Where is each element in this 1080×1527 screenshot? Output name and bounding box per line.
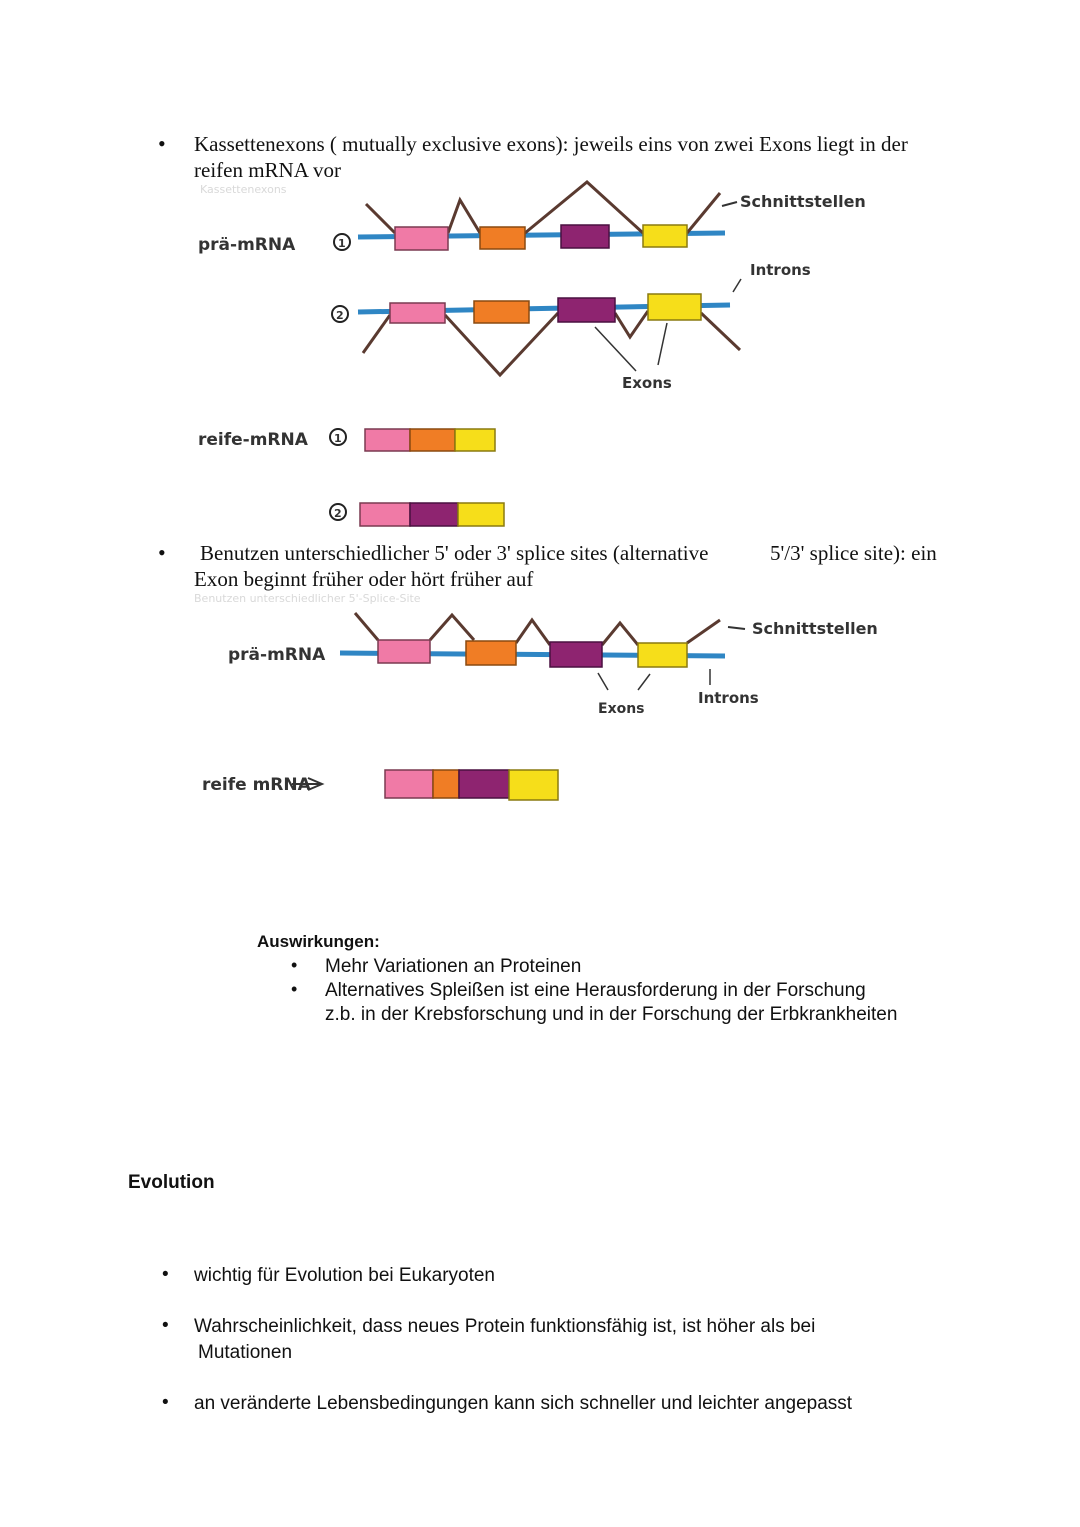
intron-arc: [363, 315, 390, 353]
intron-arc: [448, 200, 480, 233]
exon-pink: [395, 227, 448, 250]
effects-heading: Auswirkungen:: [257, 932, 380, 951]
exon-pink: [365, 429, 410, 451]
section2-text-line2: Exon beginnt früher oder hört früher auf: [194, 567, 534, 591]
exon-orange: [474, 301, 529, 323]
arrow-cut: [722, 202, 737, 206]
intron-arc: [602, 623, 638, 645]
bullet-dot: •: [162, 1392, 169, 1413]
section2-text-line1: Benutzen unterschiedlicher 5' oder 3' splice sites (alternative: [200, 541, 709, 565]
intron-arc: [615, 311, 648, 337]
mature-mrna: [385, 770, 558, 800]
mature-mrna-2: [330, 503, 504, 526]
label-mature-mrna: reife-mRNA: [198, 430, 308, 450]
evolution-item: an veränderte Lebensbedingungen kann sich schneller und leichter angepasst: [194, 1393, 853, 1414]
pre-mrna-strand-1: [334, 182, 866, 250]
exon-pink: [378, 640, 430, 663]
annot-introns: Introns: [750, 261, 811, 279]
arrow-cut: [728, 627, 745, 629]
evolution-heading: Evolution: [128, 1172, 215, 1193]
evolution-item: Wahrscheinlichkeit, dass neues Protein funktionsfähig ist, ist höher als bei: [194, 1316, 816, 1337]
intron-arc: [430, 615, 474, 640]
label-mature-mrna: reife mRNA: [202, 775, 311, 795]
intron-arc: [366, 204, 395, 233]
effects-item-continued: z.b. in der Krebsforschung und in der Forschung der Erbkrankheiten: [325, 1004, 898, 1025]
bullet-dot: •: [158, 540, 166, 565]
exon-pink: [390, 303, 445, 323]
effects-item: Alternatives Spleißen ist eine Herausforderung in der Forschung: [325, 980, 866, 1001]
bullet-dot: •: [162, 1315, 169, 1336]
exon-purple: [410, 503, 458, 526]
pre-mrna-strand-2: [332, 261, 811, 392]
intron-arc: [516, 620, 550, 645]
exon-purple: [561, 225, 609, 248]
annot-introns: Introns: [698, 689, 759, 707]
number-2-label: 2: [336, 309, 344, 322]
annot-schnittstellen: Schnittstellen: [752, 619, 878, 638]
mature-mrna-1: [330, 429, 495, 451]
exon-orange: [433, 770, 459, 798]
number-1-label: 1: [338, 237, 346, 250]
exon-yellow: [648, 294, 701, 320]
evolution-item-continued: Mutationen: [198, 1342, 293, 1363]
number-2-label: 2: [334, 507, 342, 520]
ghost-caption: Kassettenexons: [200, 183, 287, 196]
intron-arc: [687, 620, 720, 643]
label-pre-mrna: prä-mRNA: [198, 235, 296, 255]
bullet-dot: •: [291, 955, 298, 975]
annot-exons: Exons: [598, 701, 645, 717]
exon-pink: [360, 503, 410, 526]
intron-arc: [701, 313, 740, 350]
diagram-alternative-splice-site: [180, 585, 880, 815]
section1-text-line1: Kassettenexons ( mutually exclusive exons): jeweils eins von zwei Exons liegt in der: [194, 132, 908, 156]
exon-orange: [480, 227, 525, 249]
arrow-exon: [595, 327, 636, 371]
arrow-introns: [733, 279, 741, 292]
number-1-label: 1: [334, 432, 342, 445]
arrow-exon: [598, 673, 608, 690]
exon-yellow: [643, 225, 687, 247]
exon-orange: [410, 429, 455, 451]
section1-text-line2: reifen mRNA vor: [194, 158, 341, 182]
annot-schnittstellen: Schnittstellen: [740, 192, 866, 211]
exon-yellow: [458, 503, 504, 526]
diagram-mutually-exclusive-exons: [180, 175, 880, 535]
exon-purple: [550, 642, 602, 667]
exon-yellow: [509, 770, 558, 800]
label-pre-mrna: prä-mRNA: [228, 645, 326, 665]
annot-exons: Exons: [622, 374, 672, 392]
intron-arc: [355, 613, 378, 640]
arrow-exon: [638, 674, 650, 690]
arrow-exon: [658, 323, 667, 365]
exon-yellow: [455, 429, 495, 451]
bullet-dot: •: [158, 131, 166, 156]
intron-arc: [687, 193, 720, 233]
section2-text-line1b: 5'/3' splice site): ein: [770, 541, 937, 565]
exon-purple: [558, 298, 615, 322]
exon-orange: [466, 641, 516, 665]
bullet-dot: •: [291, 979, 298, 999]
effects-item: Mehr Variationen an Proteinen: [325, 956, 582, 977]
ghost-caption: Benutzen unterschiedlicher 5'-Splice-Site: [194, 592, 421, 605]
exon-purple: [459, 770, 509, 798]
bullet-dot: •: [162, 1264, 169, 1285]
pre-mrna-strand: [340, 613, 878, 717]
evolution-item: wichtig für Evolution bei Eukaryoten: [194, 1265, 495, 1286]
exon-pink: [385, 770, 433, 798]
exon-yellow: [638, 643, 687, 667]
